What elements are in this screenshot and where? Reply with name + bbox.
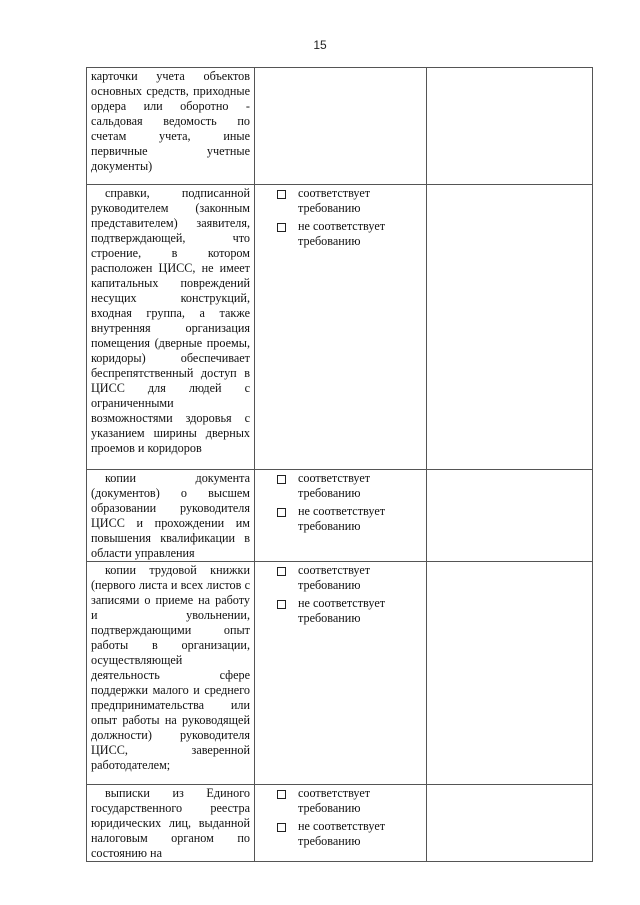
document-text: справки, подписанной руководителем (законным представителем) заявителя, подтверждающей, что строение, в котором расположен ЦИСС, не имеет капитальных повреждений несущих конструкций, входная группа, а также внутренняя организация помещения (дверные проемы, коридоры) обеспечивает беспрепятственный доступ в ЦИСС для людей с ограниченными возможностями здоровья с указанием ширины дверных проемов и коридоров xyxy=(91,186,250,455)
option-not-complies[interactable] xyxy=(255,819,426,849)
option-not-complies[interactable] xyxy=(255,596,426,626)
option-label: соответствует требованию xyxy=(298,186,371,215)
checkbox-icon[interactable] xyxy=(277,567,286,576)
checkbox-icon[interactable] xyxy=(277,223,286,232)
checkbox-icon[interactable] xyxy=(277,600,286,609)
document-cell xyxy=(87,785,255,862)
option-label: соответствует требованию xyxy=(298,471,371,500)
option-label: не соответствует требованию xyxy=(298,219,386,248)
option-not-complies[interactable] xyxy=(255,504,426,534)
document-cell xyxy=(87,68,255,185)
status-cell xyxy=(255,785,427,862)
table-row xyxy=(87,785,593,862)
table-row xyxy=(87,68,593,185)
option-label: не соответствует требованию xyxy=(298,596,386,625)
option-complies[interactable] xyxy=(255,471,426,501)
checkbox-icon[interactable] xyxy=(277,475,286,484)
status-cell xyxy=(255,470,427,562)
checkbox-icon[interactable] xyxy=(277,823,286,832)
status-cell xyxy=(255,562,427,785)
checkbox-icon[interactable] xyxy=(277,508,286,517)
option-label: соответствует требованию xyxy=(298,786,371,815)
requirements-table xyxy=(86,67,593,862)
checkbox-icon[interactable] xyxy=(277,190,286,199)
status-cell xyxy=(255,185,427,470)
notes-cell xyxy=(427,470,593,562)
notes-cell xyxy=(427,562,593,785)
status-cell xyxy=(255,68,427,185)
option-not-complies[interactable] xyxy=(255,219,426,249)
document-text: карточки учета объектов основных средств, приходные ордера или оборотно - сальдовая ведомость по счетам учета, иные первичные учетные документы) xyxy=(91,69,250,173)
option-complies[interactable] xyxy=(255,186,426,216)
document-text: копии трудовой книжки (первого листа и всех листов с записями о приеме на работу и увольнении, подтверждающими опыт работы в организации, осуществляющей деятельность сфере поддержки малого и среднего предпринимательства или опыт работы на руководящей должности) руководителя ЦИСС, заверенной работодателем; xyxy=(91,563,250,772)
document-cell xyxy=(87,562,255,785)
table-row xyxy=(87,470,593,562)
notes-cell xyxy=(427,68,593,185)
option-complies[interactable] xyxy=(255,563,426,593)
notes-cell xyxy=(427,185,593,470)
page-number: 15 xyxy=(313,38,327,52)
table-row xyxy=(87,185,593,470)
option-complies[interactable] xyxy=(255,786,426,816)
option-label: не соответствует требованию xyxy=(298,819,386,848)
document-text: копии документа (документов) о высшем образовании руководителя ЦИСС и прохождении им повышения квалификации в области управления xyxy=(91,471,250,560)
document-cell xyxy=(87,185,255,470)
document-cell xyxy=(87,470,255,562)
notes-cell xyxy=(427,785,593,862)
table-row xyxy=(87,562,593,785)
document-text: выписки из Единого государственного реестра юридических лиц, выданной налоговым органом по состоянию на xyxy=(91,786,250,860)
option-label: соответствует требованию xyxy=(298,563,371,592)
checkbox-icon[interactable] xyxy=(277,790,286,799)
option-label: не соответствует требованию xyxy=(298,504,386,533)
